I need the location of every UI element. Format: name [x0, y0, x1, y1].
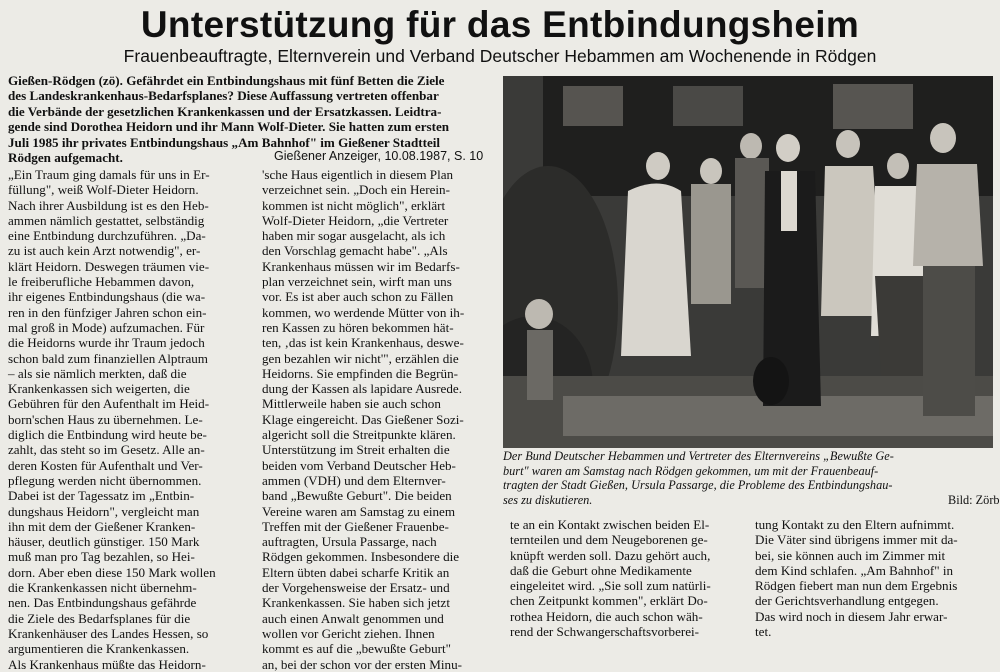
column1-line: diglich die Entbindung wird heute be-: [8, 427, 207, 443]
column1-line: häuser, deutlich günstiger. 150 Mark: [8, 534, 200, 550]
lead-line: Gießen-Rödgen (zö). Gefährdet ein Entbindungshaus mit fünf Betten die Ziele: [8, 73, 445, 88]
column2-line: Vereine waren am Samstag zu einem: [262, 503, 456, 519]
column1-line: „Ein Traum ging damals für uns in Er-: [8, 167, 210, 182]
column3-line: chen Zeitpunkt kommen", erklärt Do-: [510, 593, 708, 609]
article-column-3: [510, 517, 711, 639]
column2-line: wollen vor Gericht ziehen. Ihnen: [262, 625, 435, 641]
lead-line: des Landeskrankenhaus-Bedarfsplanes? Diese Auffassung vertreten offenbar: [8, 88, 439, 104]
column3-line: eingeleitet wird. „Sie soll zum natürli-: [510, 578, 711, 594]
column1-line: Als Krankenhaus müßte das Heidorn-: [8, 656, 206, 672]
lead-line: die Verbände der gesetzlichen Krankenkassen und der Ersatzkassen. Leidtra-: [8, 103, 442, 119]
column1-line: ihr eigenes Entbindungshaus (die wa-: [8, 289, 206, 305]
column2-line: verzeichnet sein. „Doch ein Herein-: [262, 182, 450, 198]
column1-line: Gebühren für den Aufenthalt im Heid-: [8, 396, 210, 412]
lead-line: Juli 1985 ihr privates Entbindungshaus „Am Bahnhof" im Gießener Stadtteil: [8, 134, 441, 150]
column1-line: die Ziele des Bedarfsplanes für die: [8, 610, 191, 626]
column2-line: ammen (VDH) und dem Elternver-: [262, 472, 446, 488]
column2-line: auftragten, Ursula Passarge, nach: [262, 534, 437, 550]
caption-line: burt" waren am Samstag nach Rödgen gekommen, um mit der Frauenbeauf-: [503, 463, 879, 478]
column4-line: Das wird noch in diesem Jahr erwar-: [755, 608, 948, 624]
column1-line: füllung", weiß Wolf-Dieter Heidorn.: [8, 182, 199, 198]
column1-line: ihn mit dem der Gießener Kranken-: [8, 518, 196, 534]
column1-line: deren Kosten für Aufenthalt und Ver-: [8, 457, 203, 473]
column1-line: Krankenhäuser des Landes Hessen, so: [8, 625, 209, 641]
column1-line: Dabei ist der Tagessatz im „Entbin-: [8, 488, 195, 504]
column2-line: 'sche Haus eigentlich in diesem Plan: [262, 167, 454, 182]
column1-line: le freiberufliche Hebammen davon,: [8, 274, 195, 290]
column2-line: kommen ist nicht möglich", erklärt: [262, 197, 446, 213]
article-column-4: [755, 517, 958, 639]
column2-line: plan verzeichnet sein, wirft man uns: [262, 274, 452, 290]
column2-line: Krankenkassen. Sie haben sich jetzt: [262, 595, 450, 611]
column2-line: der Vorgehensweise der Ersatz- und: [262, 580, 450, 596]
column1-line: Nach ihrer Ausbildung ist es den Heb-: [8, 197, 209, 213]
column2-line: kommt es auf die „bewußte Geburt": [262, 641, 451, 657]
photo-caption: [503, 449, 993, 507]
lead-line: gende sind Dorothea Heidorn und ihr Mann Wolf-Dieter. Sie hatten zum ersten: [8, 119, 450, 135]
column2-line: vor. Es ist aber auch schon zu Fällen: [262, 289, 454, 305]
subheadline: Frauenbeauftragte, Elternverein und Verband Deutscher Hebammen am Wochenende in Rödgen: [123, 46, 877, 66]
column1-line: nen. Das Entbindungshaus gefährde: [8, 595, 197, 611]
column2-line: algericht soll die Streitpunkte klären.: [262, 427, 456, 443]
column2-line: Treffen mit der Gießener Frauenbe-: [262, 518, 449, 534]
column3-line: rothea Heidorn, die auch schon wäh-: [510, 608, 703, 624]
column1-line: zu ist auch kein Arzt notwendig", er-: [8, 243, 201, 259]
column1-line: eine Entbindung durchzuführen. „Da-: [8, 228, 206, 244]
column3-line: te an ein Kontakt zwischen beiden El-: [510, 517, 710, 532]
caption-line: Der Bund Deutscher Hebammen und Vertreter des Elternvereins „Bewußte Ge-: [503, 449, 894, 463]
column3-line: knüpft werden soll. Dazu gehört auch,: [510, 547, 711, 563]
column4-line: tung Kontakt zu den Eltern aufnimmt.: [755, 517, 955, 532]
column2-line: Eltern übten dabei scharfe Kritik an: [262, 564, 450, 580]
column1-line: born'schen Haus zu übernehmen. Le-: [8, 411, 203, 427]
column4-line: bei, sie können auch im Zimmer mit: [755, 547, 946, 563]
column2-line: den Vorschlag gemacht habe". „Als: [262, 243, 448, 259]
column2-line: Unterstützung im Streit erhalten die: [262, 442, 450, 458]
caption-line: tragten der Stadt Gießen, Ursula Passarge, die Probleme des Entbindungshau-: [503, 478, 893, 493]
column1-line: dungshaus Heidorn", vergleicht man: [8, 503, 200, 519]
column2-line: beiden vom Verband Deutscher Heb-: [262, 457, 456, 473]
column1-line: – als sie nämlich merkten, daß die: [8, 365, 187, 381]
column2-line: Krankenhaus müssen wir im Bedarfs-: [262, 258, 460, 274]
column1-line: pflegung werden nicht übernommen.: [8, 472, 202, 488]
column1-line: ammen nämlich gestattet, selbständig: [8, 212, 205, 228]
column1-line: ren in den fünfziger Jahren schon ein-: [8, 304, 207, 320]
column3-line: ternteilen und dem Neugeborenen ge-: [510, 532, 708, 548]
column3-line: rend der Schwangerschaftsvorberei-: [510, 624, 700, 640]
article-column-2: [262, 167, 464, 672]
column4-line: dem Kind schlafen. „Am Bahnhof" in: [755, 562, 954, 578]
column2-line: kommen, wo werdende Mütter von ih-: [262, 304, 465, 320]
column2-line: Wolf-Dieter Heidorn, „die Vertreter: [262, 212, 449, 228]
column2-line: Mittlerweile haben sie auch schon: [262, 396, 441, 412]
group-photo: [503, 76, 993, 448]
column2-line: Rödgen gekommen. Insbesondere die: [262, 549, 460, 565]
column4-line: Rödgen fiebert man nun dem Ergebnis: [755, 578, 958, 594]
column1-line: argumentieren die Krankenkassen.: [8, 641, 190, 657]
column2-line: Klage eingereicht. Das Gießener Sozi-: [262, 411, 464, 427]
column2-line: dung der Kassen als lapidare Ausrede.: [262, 381, 462, 397]
column1-line: die Krankenkassen nicht übernehm-: [8, 580, 197, 596]
caption-line: ses zu diskutieren.: [503, 492, 593, 507]
column2-line: an, bei der schon vor der ersten Minu-: [262, 656, 462, 672]
column3-line: daß die Geburt ohne Medikamente: [510, 562, 692, 578]
photo-credit: Bild: Zörb: [948, 493, 1000, 507]
column1-line: dorn. Aber eben diese 150 Mark wollen: [8, 564, 216, 580]
column2-line: Heidorns. Sie empfinden die Begrün-: [262, 365, 458, 381]
column2-line: ten, ‚das ist kein Krankenhaus, deswe-: [262, 335, 464, 351]
column2-line: gen bezahlen wir nicht'", erzählen die: [262, 350, 459, 366]
column4-line: der Gerichtsverhandlung entgegen.: [755, 593, 939, 609]
column1-line: schon bald zum finanziellen Alptraum: [8, 350, 208, 366]
headline: Unterstützung für das Entbindungsheim: [140, 4, 860, 45]
column1-line: Krankenkassen sich weigerten, die: [8, 381, 190, 397]
column4-line: Die Väter sind übrigens immer mit da-: [755, 532, 958, 548]
column2-line: haben mir sogar ausgelacht, als ich: [262, 228, 446, 244]
source-citation: Gießener Anzeiger, 10.08.1987, S. 10: [274, 149, 484, 163]
column2-line: auch einen Anwalt genommen und: [262, 610, 444, 626]
column1-line: zahlt, das steht so im Gesetz. Alle an-: [8, 442, 205, 458]
column4-line: tet.: [755, 624, 772, 640]
column1-line: muß man pro Tag bezahlen, so Hei-: [8, 549, 195, 565]
column2-line: ren Kassen zu hören bekommen hät-: [262, 319, 454, 335]
column1-line: klärt Heidorn. Deswegen träumen vie-: [8, 258, 210, 274]
column1-line: mal groß in Mode) aufzumachen. Für: [8, 319, 205, 335]
column2-line: band „Bewußte Geburt". Die beiden: [262, 488, 452, 504]
article-column-1: [8, 167, 216, 672]
column1-line: die Heidorns wurde ihr Traum jedoch: [8, 335, 205, 351]
lead-line: Rödgen aufgemacht.: [8, 150, 123, 166]
